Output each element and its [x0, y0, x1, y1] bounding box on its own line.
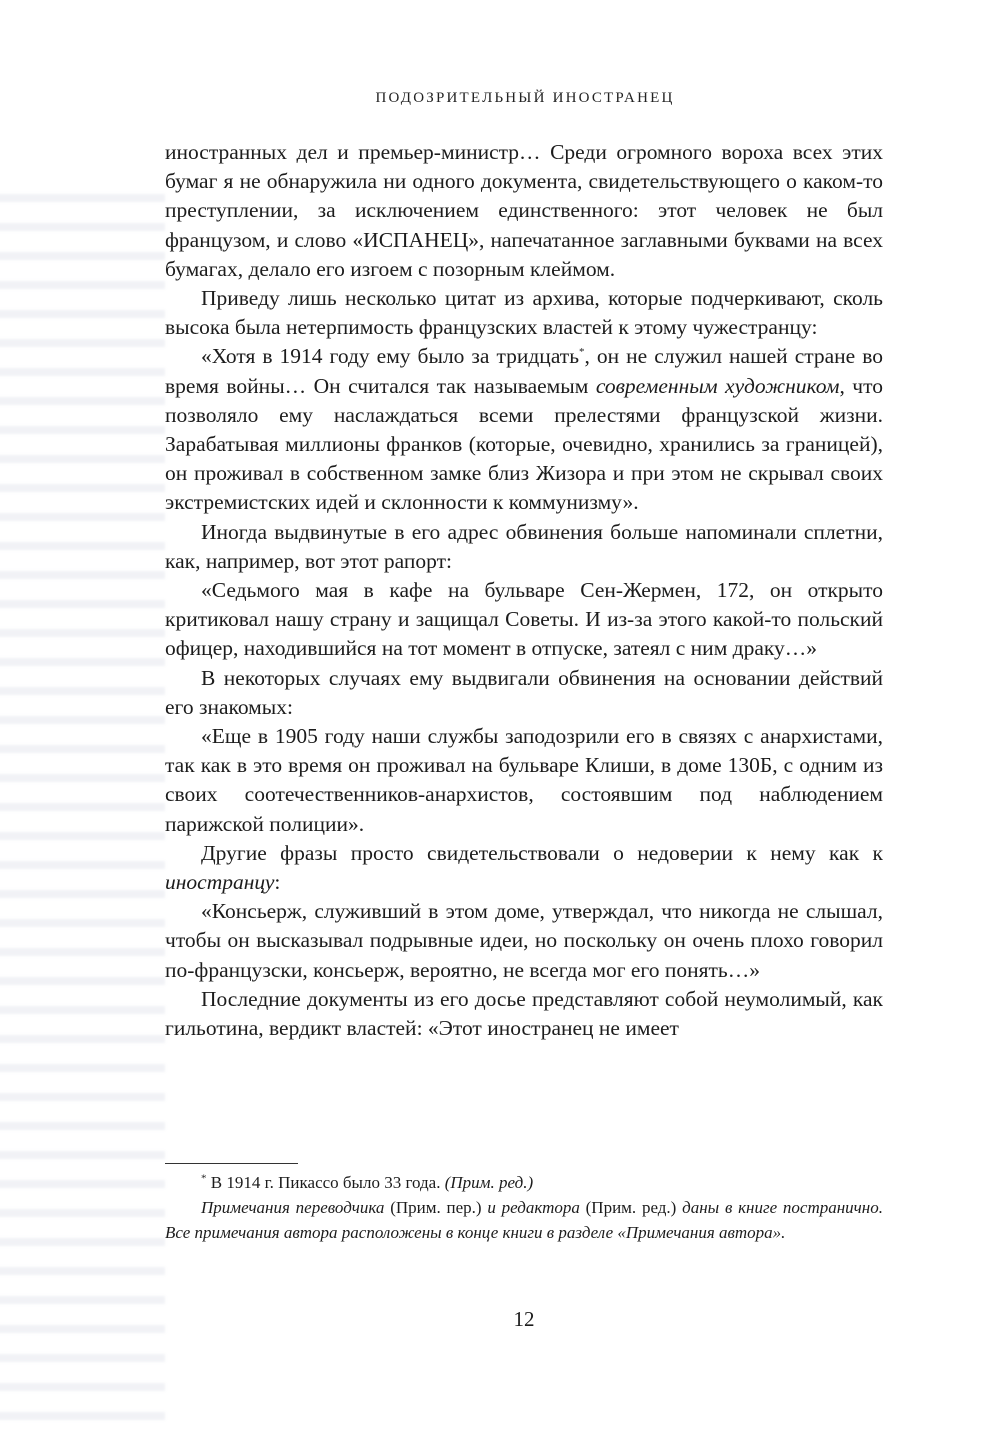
text-run: Приведу лишь несколько цитат из архива, которые подчеркивают, сколь высока была нетерпимость французских властей к этому чужестранцу:	[165, 286, 883, 340]
footnote-1-text: В 1914 г. Пикассо было 33 года.	[206, 1173, 445, 1192]
text-run: «Консьерж, служивший в этом доме, утверждал, что никогда не слышал, чтобы он высказывал подрывные идеи, но поскольку он очень плохо говорил по-французски, консьерж, вероятно, не всегда мог его понять…»	[165, 899, 883, 982]
footnote-marker: *	[201, 1172, 207, 1185]
footnote-2	[165, 1195, 883, 1245]
text-run: Последние документы из его досье представляют собой неумолимый, как гильотина, вердикт властей: «Этот иностранец не имеет	[165, 986, 883, 1041]
footnote-2-e: даны в книге постранично. Все примечания автора расположены в конце книги в разделе «Примечания автора».	[165, 1198, 883, 1242]
footnote-2-b: (Прим. пер.)	[390, 1198, 482, 1217]
running-head: ПОДОЗРИТЕЛЬНЫЙ ИНОСТРАНЕЦ	[375, 90, 675, 106]
paragraph	[165, 897, 883, 985]
footnote-2-a: Примечания переводчика	[201, 1198, 391, 1217]
footnotes	[165, 1170, 883, 1245]
text-run: Иногда выдвинутые в его адрес обвинения больше напоминали сплетни, как, например, вот этот рапорт:	[165, 519, 883, 573]
footnote-1	[165, 1170, 883, 1195]
paragraph	[165, 576, 883, 664]
page-number: 12	[513, 1307, 535, 1331]
paragraph	[165, 284, 883, 342]
paragraph	[165, 138, 883, 284]
footnote-reference: *	[579, 346, 585, 359]
text-run: , что позволяло ему наслаждаться всеми прелестями французской жизни. Зарабатывая миллионы франков (которые, очевидно, хранились за границей), он проживал в собственном замке близ Жизора и при этом не скрывал своих экстремистских идей и склонности к коммунизму».	[165, 373, 883, 515]
footnote-rule	[165, 1163, 298, 1164]
text-run: , он не служил нашей стране во время войны… Он считался так называемым	[165, 344, 883, 398]
main-text	[165, 138, 883, 1043]
italic-phrase: современным художником	[595, 373, 840, 398]
paragraph	[165, 839, 883, 897]
footnote-2-d: (Прим. ред.)	[585, 1198, 677, 1217]
paragraph	[165, 985, 883, 1043]
paragraph	[165, 664, 883, 722]
show-through-shadow	[0, 180, 165, 1430]
text-run: Другие фразы просто свидетельствовали о недоверии к нему как к	[201, 840, 883, 865]
paragraph	[165, 722, 883, 839]
text-run: иностранных дел и премьер-министр… Среди огромного вороха всех этих бумаг я не обнаружила ни одного документа, свидетельствующего о каком-то преступлении, за исключением единственного: этот человек не был французом, и слово «ИСПАНЕЦ», напечатанное заглавными буквами на всех бумагах, делало его изгоем с позорным клеймом.	[165, 140, 883, 281]
footnote-2-c: и редактора	[481, 1198, 586, 1217]
text-run: «Седьмого мая в кафе на бульваре Сен-Жермен, 172, он открыто критиковал нашу страну и защищал Советы. И из-за этого какой-то польский офицер, находившийся на тот момент в отпуске, затеял с ним драку…»	[165, 578, 883, 661]
paragraph	[165, 518, 883, 576]
paragraph	[165, 342, 883, 517]
text-run: «Еще в 1905 году наши службы заподозрили его в связях с анархистами, так как в это время он проживал на бульваре Клиши, в доме 130Б, с одним из своих соотечественников-анархистов, состоявшим под наблюдением парижской полиции».	[165, 724, 883, 836]
text-run: :	[274, 870, 281, 895]
text-run: В некоторых случаях ему выдвигали обвинения на основании действий его знакомых:	[165, 665, 883, 719]
text-run: «Хотя в 1914 году ему было за тридцать	[201, 344, 580, 369]
footnote-1-tag: (Прим. ред.)	[444, 1173, 534, 1192]
italic-phrase: иностранцу	[165, 870, 275, 895]
